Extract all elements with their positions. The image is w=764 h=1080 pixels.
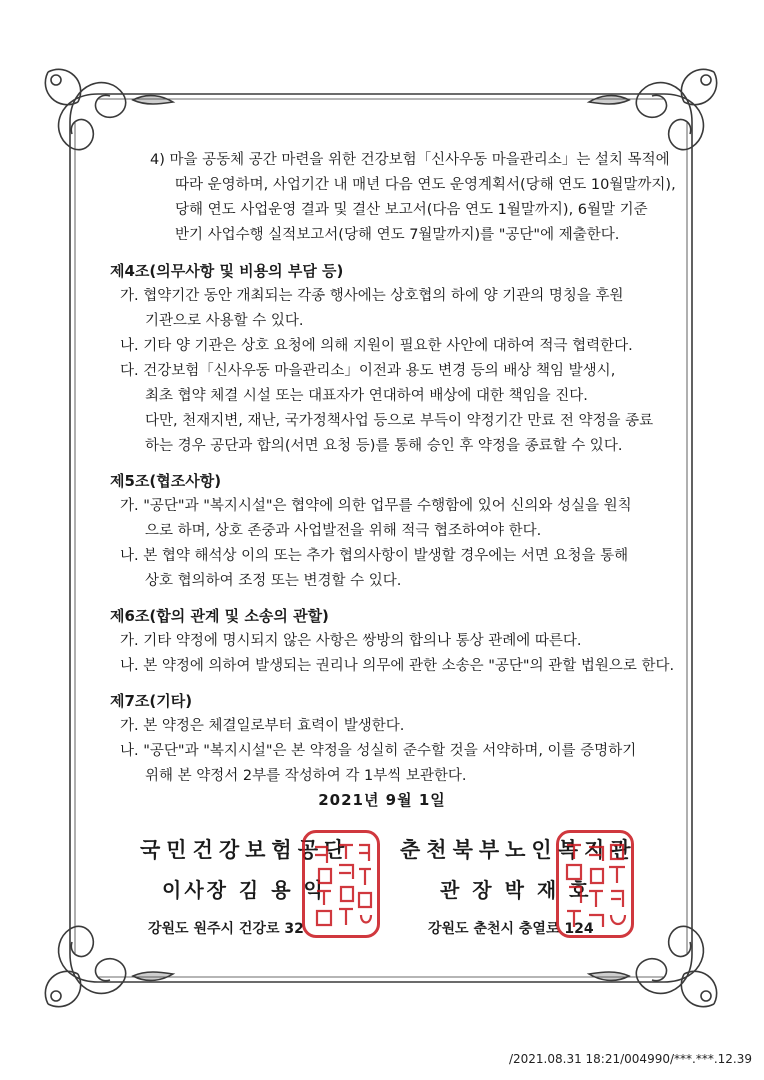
article5-line-4: 상호 협의하여 조정 또는 변경할 수 있다. xyxy=(145,573,402,589)
article5-heading: 제5조(협조사항) xyxy=(110,472,222,490)
seal-stamp-icon xyxy=(559,833,631,935)
seal-stamp-icon xyxy=(305,833,377,935)
article5-line-1: 가. "공단"과 "복지시설"은 협약에 의한 업무를 수행함에 있어 신의와 성실을 원칙 xyxy=(120,498,632,514)
article5-line-3: 나. 본 협약 해석상 이의 또는 추가 협의사항이 발생할 경우에는 서면 요청을 통해 xyxy=(120,548,629,564)
left-party-address: 강원도 원주시 건강로 32 xyxy=(148,921,304,937)
item4-line-1: 4) 마을 공동체 공간 마련을 위한 건강보험「신사우동 마을관리소」는 설치 목적에 xyxy=(150,152,670,168)
article4-line-4: 다. 건강보험「신사우동 마을관리소」이전과 용도 변경 등의 배상 책임 발생시, xyxy=(120,363,616,379)
article4-line-2: 기관으로 사용할 수 있다. xyxy=(145,313,304,329)
left-party-seal-stamp xyxy=(302,830,380,938)
article4-line-6: 다만, 천재지변, 재난, 국가정책사업 등으로 부득이 약정기간 만료 전 약정을 종료 xyxy=(145,413,654,429)
article6-line-1: 가. 기타 약정에 명시되지 않은 사항은 쌍방의 합의나 통상 관례에 따른다. xyxy=(120,633,582,649)
article7-heading: 제7조(기타) xyxy=(110,692,193,710)
right-party-address: 강원도 춘천시 충열로 124 xyxy=(428,921,594,937)
article7-line-1: 가. 본 약정은 체결일로부터 효력이 발생한다. xyxy=(120,718,405,734)
article4-line-5: 최초 협약 체결 시설 또는 대표자가 연대하여 배상에 대한 책임을 진다. xyxy=(145,388,588,404)
article6-line-2: 나. 본 약정에 의하여 발생되는 권리나 의무에 관한 소송은 "공단"의 관할 법원으로 한다. xyxy=(120,658,675,674)
article4-line-1: 가. 협약기간 동안 개최되는 각종 행사에는 상호협의 하에 양 기관의 명칭을 후원 xyxy=(120,288,624,304)
article7-line-2: 나. "공단"과 "복지시설"은 본 약정을 성실히 준수할 것을 서약하며, 이를 증명하기 xyxy=(120,743,637,759)
article7-line-3: 위해 본 약정서 2부를 작성하여 각 1부씩 보관한다. xyxy=(145,768,467,784)
right-party-org: 춘천북부노인복지관 xyxy=(400,838,637,862)
signing-date: 2021년 9월 1일 xyxy=(318,791,446,809)
article4-line-7: 하는 경우 공단과 합의(서면 요청 등)를 통해 승인 후 약정을 종료할 수 있다. xyxy=(145,438,623,454)
item4-line-3: 당해 연도 사업운영 결과 및 결산 보고서(다음 연도 1월말까지), 6월말 기준 xyxy=(175,202,648,218)
article4-line-3: 나. 기타 양 기관은 상호 요청에 의해 지원이 필요한 사안에 대하여 적극 협력한다. xyxy=(120,338,633,354)
print-timestamp-footer: /2021.08.31 18:21/004990/***.***.12.39 xyxy=(508,1052,752,1066)
left-party-signer: 이사장 김 용 익 xyxy=(162,878,326,902)
item4-line-2: 따라 운영하며, 사업기간 내 매년 다음 연도 운영계획서(당해 연도 10월말까지), xyxy=(175,177,676,193)
article4-heading: 제4조(의무사항 및 비용의 부담 등) xyxy=(110,262,344,280)
right-party-seal-stamp xyxy=(556,830,634,938)
item4-line-4: 반기 사업수행 실적보고서(당해 연도 7월말까지)를 "공단"에 제출한다. xyxy=(175,227,620,243)
article6-heading: 제6조(합의 관계 및 소송의 관할) xyxy=(110,607,329,625)
left-party-org: 국민건강보험공단 xyxy=(140,838,351,862)
right-party-signer: 관 장 박 재 호 xyxy=(440,878,592,902)
article5-line-2: 으로 하며, 상호 존중과 사업발전을 위해 적극 협조하여야 한다. xyxy=(145,523,542,539)
